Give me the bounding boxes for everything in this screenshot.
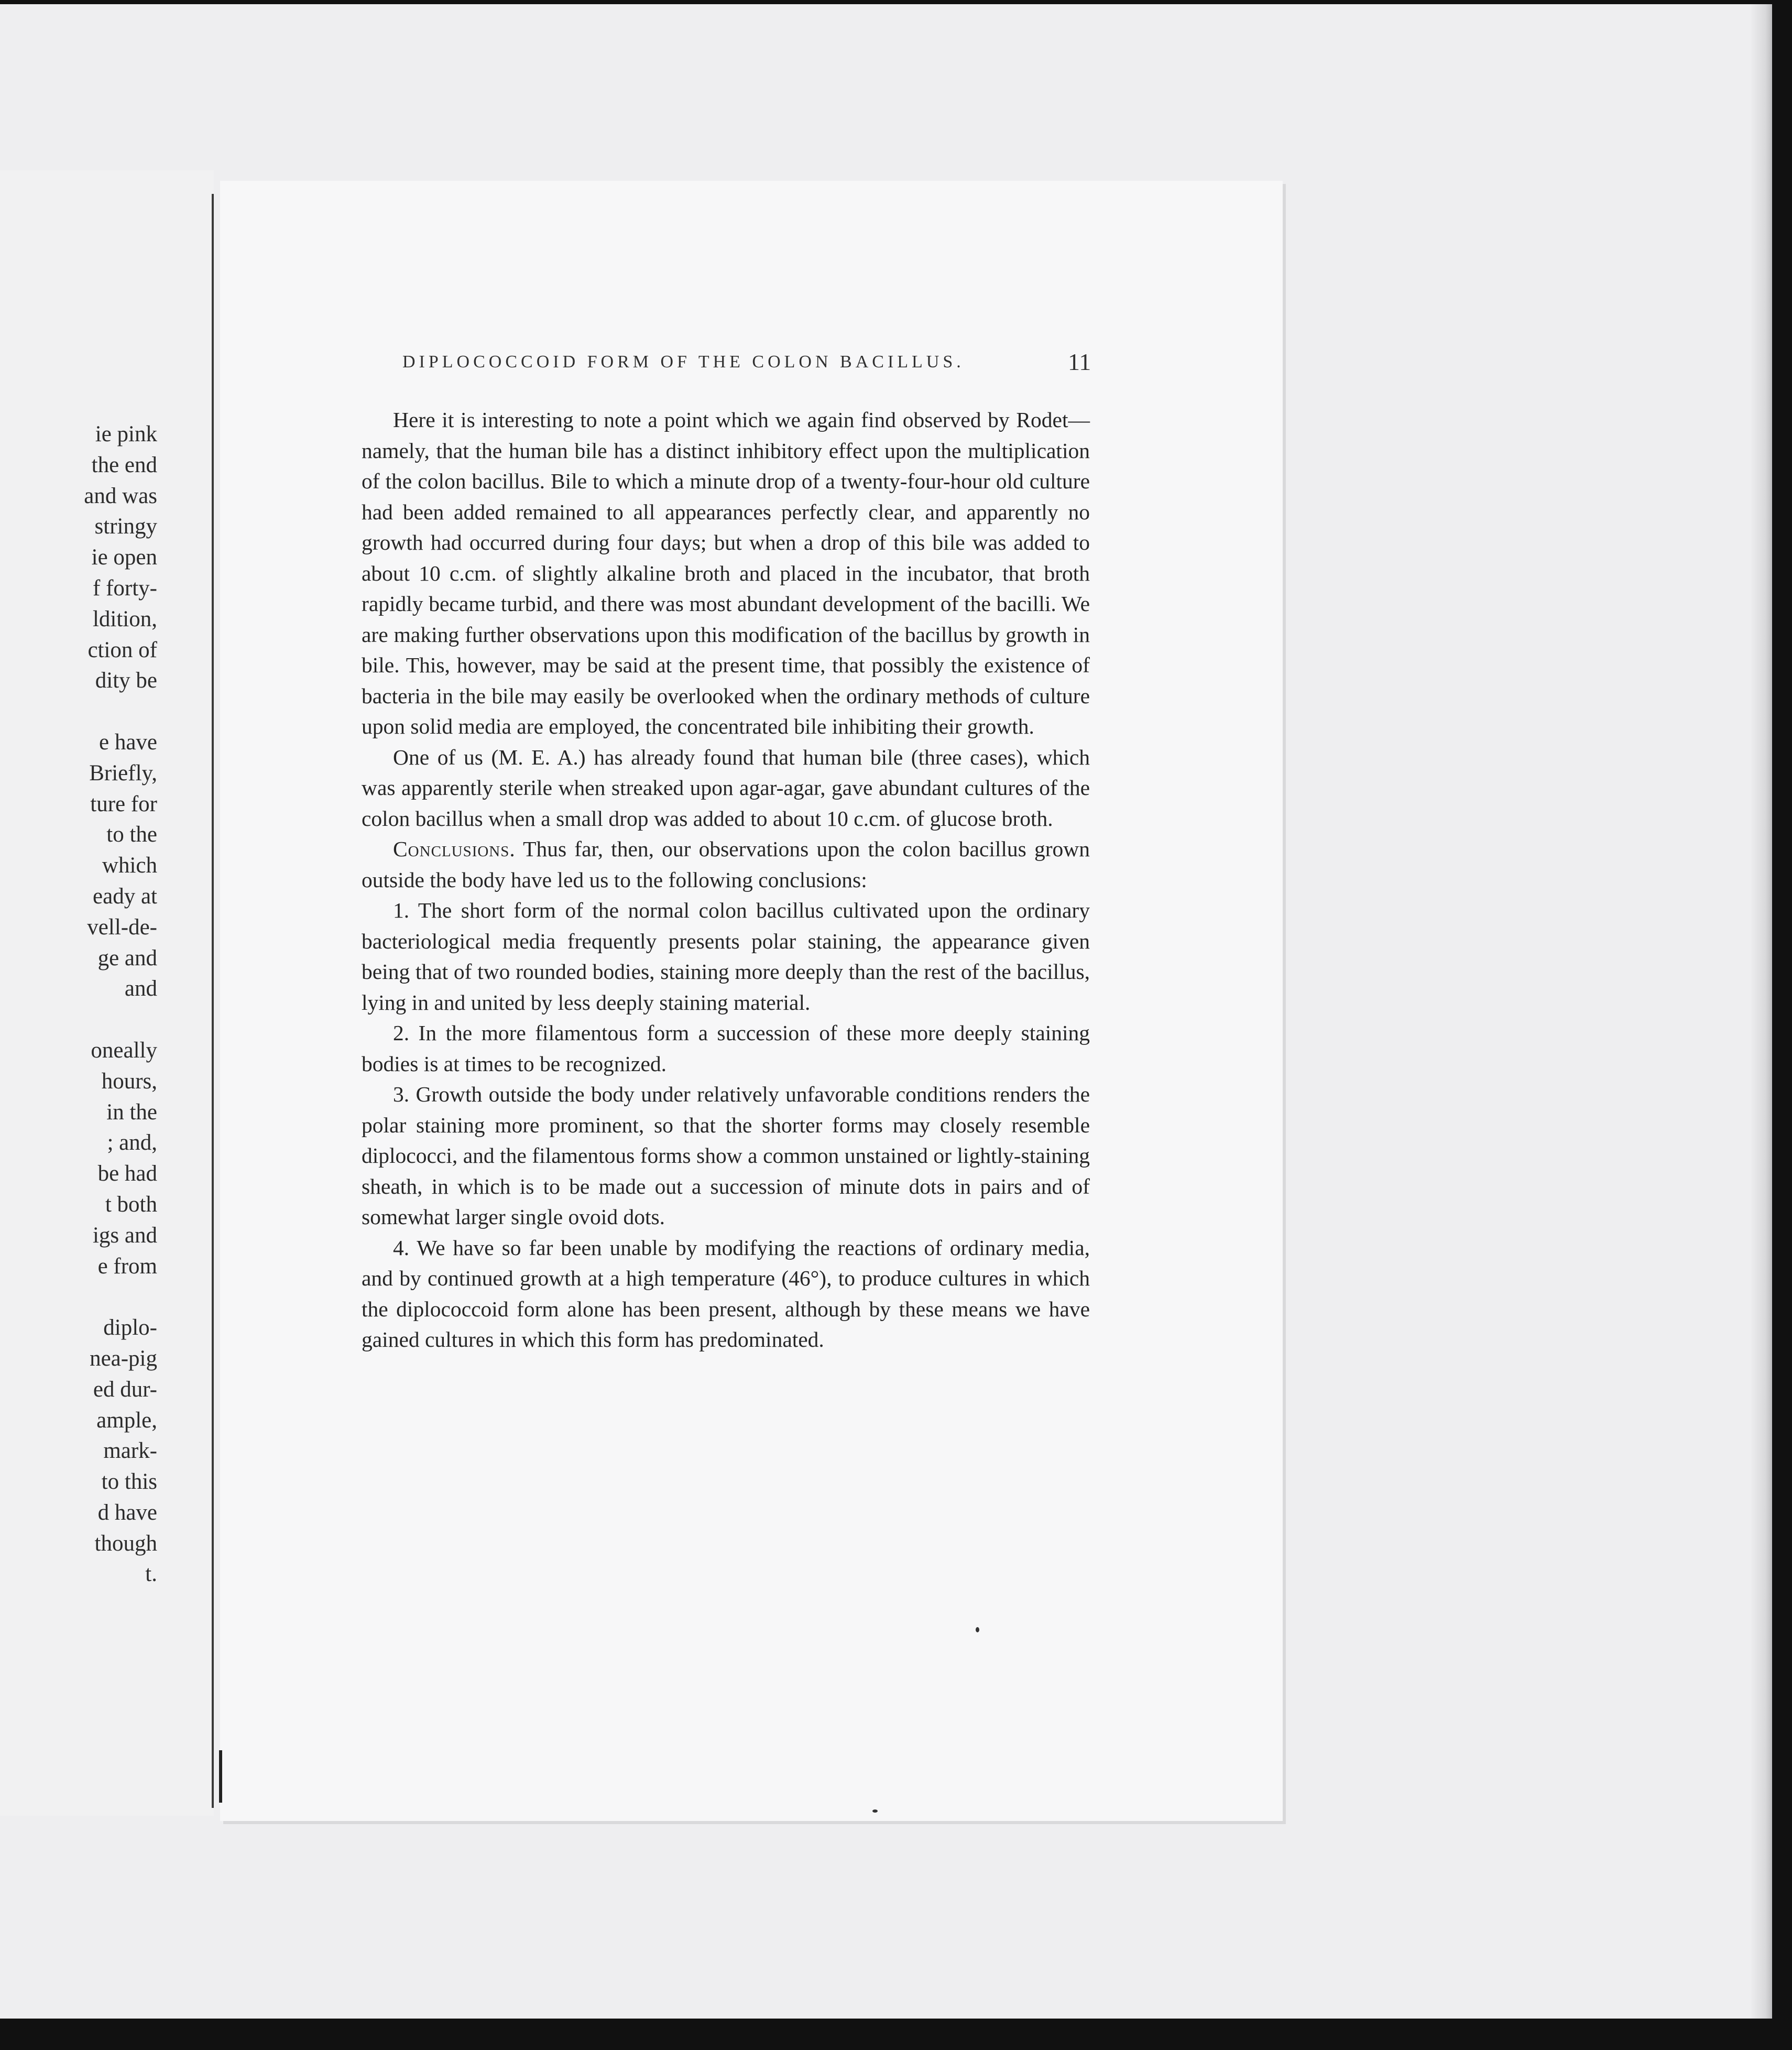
scan-page-edge-shadow bbox=[1750, 4, 1772, 2019]
left-page-line-fragment: e have bbox=[99, 729, 157, 755]
left-page-line-fragment: which bbox=[102, 853, 157, 878]
left-page-line-fragment: the end bbox=[91, 452, 157, 477]
left-page-line-fragment: ction of bbox=[88, 637, 157, 662]
running-head bbox=[402, 348, 1091, 375]
left-page-line-fragment: ed dur- bbox=[93, 1377, 157, 1402]
left-page-line-fragment: Briefly, bbox=[89, 760, 157, 786]
left-page-line-fragment: d have bbox=[97, 1500, 157, 1525]
scan-speck bbox=[872, 1809, 878, 1813]
left-page-paragraph-gap bbox=[0, 696, 157, 727]
left-page-paragraph-gap bbox=[0, 1282, 157, 1313]
left-page-line-fragment: ge and bbox=[97, 945, 157, 971]
left-page-line-fragment: and bbox=[124, 976, 157, 1001]
conclusions-intro: Thus far, then, our observations upon the colon bacillus grown outside the body have led us to the following conclusions: bbox=[362, 837, 1090, 892]
running-head-title: DIPLOCOCCOID FORM OF THE COLON BACILLUS. bbox=[402, 352, 965, 372]
left-page-line-fragment: in the bbox=[106, 1099, 157, 1125]
left-page-line-fragment: t both bbox=[105, 1192, 157, 1217]
scan-speck bbox=[976, 1627, 979, 1632]
left-page-line-fragment: t. bbox=[145, 1562, 157, 1587]
page-gutter-line bbox=[212, 194, 214, 1808]
left-page-line-fragment: nea-pig bbox=[90, 1346, 157, 1371]
left-page-line-fragment: to this bbox=[101, 1469, 157, 1495]
left-page-line-fragment: ample, bbox=[96, 1408, 157, 1433]
left-page-paragraph-gap bbox=[0, 1005, 157, 1035]
left-page-line-fragment: hours, bbox=[101, 1068, 157, 1094]
scan-border-right bbox=[1772, 0, 1792, 2050]
conclusions-heading: Conclusions. bbox=[393, 837, 516, 861]
left-page-line-fragment: mark- bbox=[103, 1438, 157, 1464]
left-page-line-fragment: to the bbox=[106, 822, 157, 847]
conclusion-item-1: 1. The short form of the normal colon bacillus cultivated upon the ordinary bacteriological media frequently presents polar staining, the appearance given being that of two rounded bodies, staining more deeply than the rest of the bacillus, lying in and united by less deeply staining material. bbox=[362, 898, 1090, 1015]
left-page-line-fragment: be had bbox=[97, 1161, 157, 1186]
page-number: 11 bbox=[1068, 348, 1091, 375]
conclusion-item-2: 2. In the more filamentous form a succession of these more deeply staining bodies is at times to be recognized. bbox=[362, 1021, 1090, 1076]
left-page-line-fragment: e from bbox=[97, 1253, 157, 1279]
left-page-line-fragment: ture for bbox=[90, 791, 157, 816]
paragraph-bile-inhibition: Here it is interesting to note a point which we again find observed by Rodet—namely, that the human bile has a distinct inhibitory effect upon the multiplication of the colon bacillus. Bile to which a minute drop of a twenty-four-hour old culture had been added remained to all appearances perfectly clear, and apparently no growth had occurred during four days; but when a drop of this bile was added to about 10 c.cm. of slightly alkaline broth and placed in the incubator, that broth rapidly became turbid, and there was most abundant development of the bacilli. We are making further observations upon this modification of the bacillus by growth in bile. This, however, may be said at the present time, that possibly the existence of bacteria in the bile may easily be overlooked when the ordinary methods of culture upon solid media are employed, the concentrated bile inhibiting their growth. bbox=[362, 408, 1090, 738]
scan-border-top bbox=[0, 0, 1792, 4]
left-page-line-fragment: f forty- bbox=[93, 575, 157, 601]
left-page-line-fragment: dity be bbox=[95, 668, 157, 693]
scan-border-bottom bbox=[0, 2019, 1792, 2050]
conclusion-item-3: 3. Growth outside the body under relatively unfavorable conditions renders the polar staining more prominent, so that the shorter forms may closely resemble diplococci, and the filamentous forms show a common unstained or lightly-staining sheath, in which is to be made out a succession of minute dots in pairs and of somewhat larger single ovoid dots. bbox=[362, 1082, 1090, 1229]
left-page-line-fragment: though bbox=[94, 1531, 157, 1556]
left-page-line-fragment: eady at bbox=[93, 884, 157, 909]
page-fold-mark bbox=[219, 1750, 222, 1803]
conclusions-paragraph bbox=[362, 834, 1090, 895]
left-page-line-fragment: ldition, bbox=[92, 606, 157, 631]
left-page-line-fragment: diplo- bbox=[103, 1315, 157, 1340]
left-page-line-fragment: igs and bbox=[92, 1223, 157, 1248]
body-text bbox=[362, 405, 1090, 1355]
left-page-line-fragment: stringy bbox=[94, 514, 157, 539]
left-page-line-fragment: ie pink bbox=[95, 422, 157, 446]
left-page-text-fragments bbox=[0, 419, 157, 1590]
left-page-line-fragment: ; and, bbox=[107, 1130, 157, 1155]
left-page-line-fragment: vell-de- bbox=[87, 914, 157, 940]
conclusion-item-4: 4. We have so far been unable by modifying the reactions of ordinary media, and by continued growth at a high temperature (46°), to produce cultures in which the diplococcoid form alone has been present, although by these means we have gained cultures in which this form has predominated. bbox=[362, 1235, 1090, 1351]
left-page-line-fragment: oneally bbox=[91, 1038, 157, 1063]
left-page-line-fragment: and was bbox=[84, 483, 157, 508]
paragraph-sterile-bile: One of us (M. E. A.) has already found that human bile (three cases), which was apparently sterile when streaked upon agar-agar, gave abundant cultures of the colon bacillus when a small drop was added to about 10 c.cm. of glucose broth. bbox=[362, 745, 1090, 831]
left-page-line-fragment: ie open bbox=[91, 545, 157, 570]
